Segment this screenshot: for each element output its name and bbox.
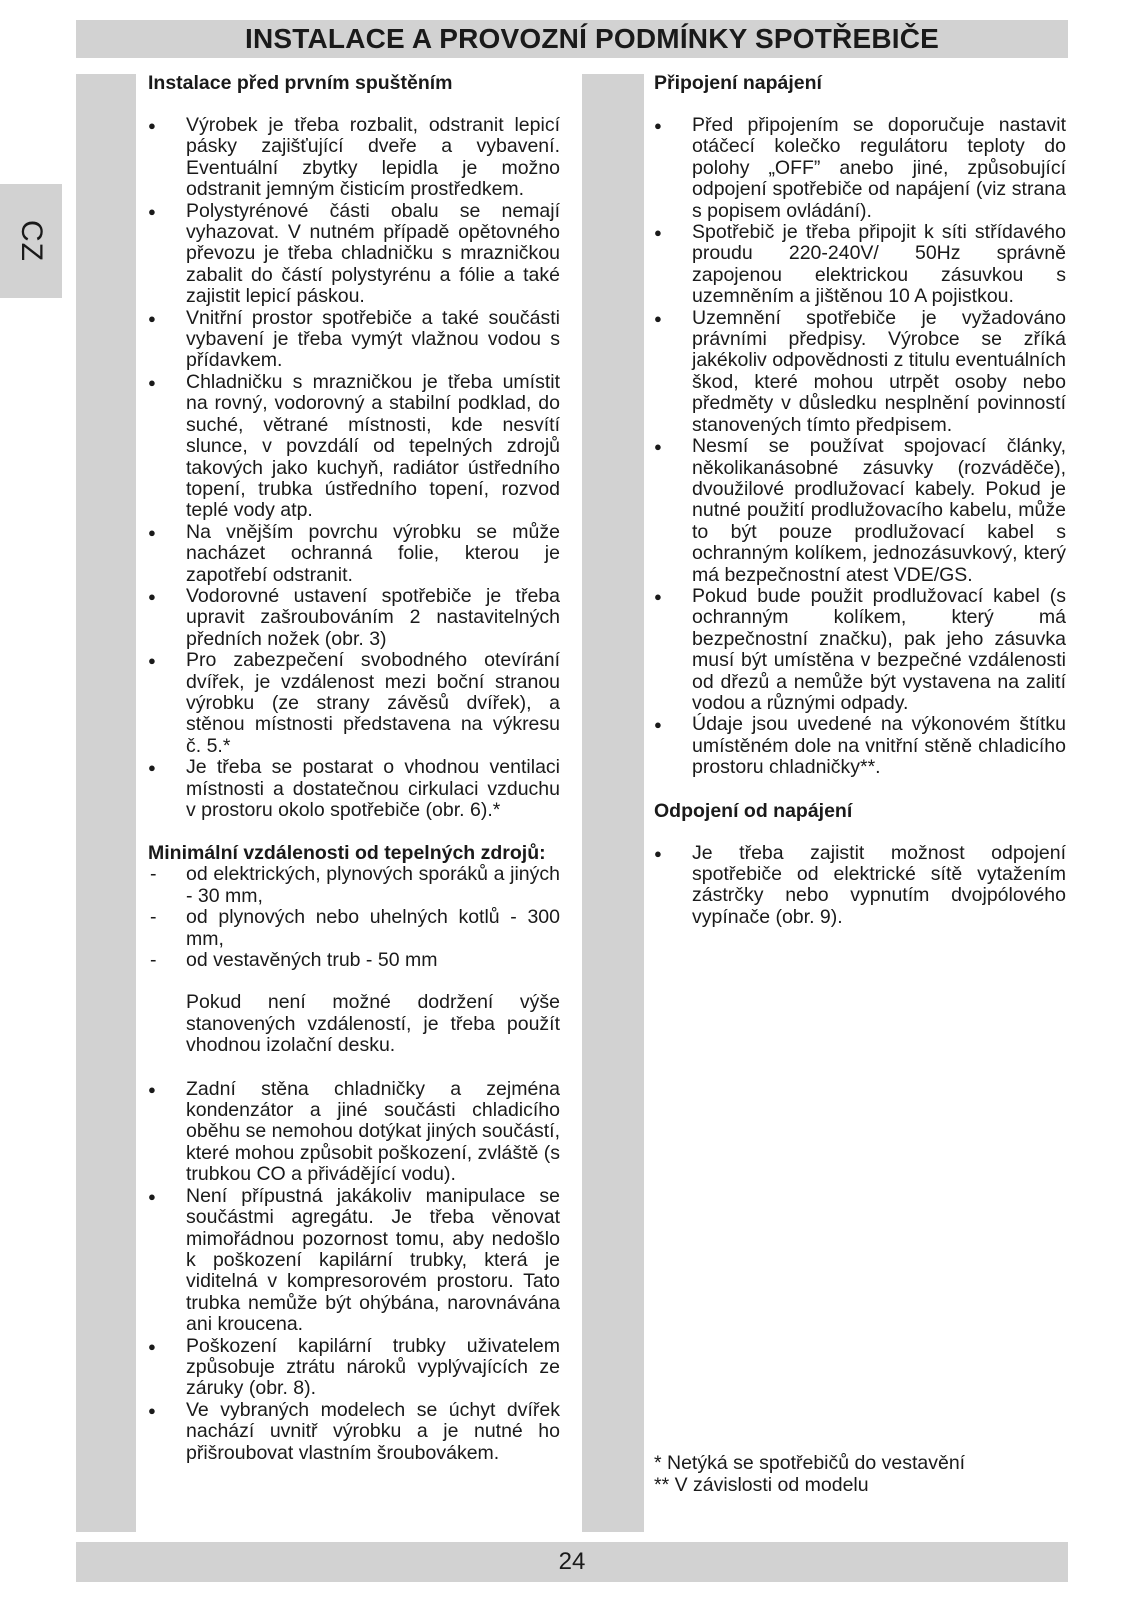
disconnect-heading: Odpojení od napájení xyxy=(654,799,853,822)
install-list-2 xyxy=(148,1079,560,1464)
spacer xyxy=(148,971,560,992)
list-item: ● Chladničku s mrazničkou je třeba umístit na rovný, vodorovný a stabilní podklad, do suché, větrané místnosti, kde nesvítí slunce, v povzdálí od tepelných zdrojů takových jako kuchyň, radiátor ústředního topení, trubka ústředního topení, rozvod teplé vody atp. xyxy=(148,372,560,522)
list-item: ● Údaje jsou uvedené na výkonovém štítku umístěném dole na vnitřní stěně chladicího prostoru chladničky**. xyxy=(654,714,1066,778)
disconnect-list xyxy=(654,843,1066,929)
title-bar xyxy=(76,20,1068,58)
list-item: ● Zadní stěna chladničky a zejména kondenzátor a jiné součásti chladicího oběhu se nemohou dotýkat jiných součástí, které mohou způsobit poškození, zvláště (s trubkou CO a přivádějící vodu). xyxy=(148,1079,560,1186)
list-item: ● Polystyrénové části obalu se nemají vyhazovat. V nutném případě opětovného převozu je třeba chladničku s mrazničkou zabalit do částí polystyrénu a fólie a také zajistit lepicí páskou. xyxy=(148,201,560,308)
spacer xyxy=(148,94,560,115)
list-item: ● Je třeba zajistit možnost odpojení spotřebiče od elektrické sítě vytažením zástrčky nebo vypnutím dvojpólového vypínače (obr. 9). xyxy=(654,843,1066,929)
footnote: * Netýká se spotřebičů do vestavění xyxy=(654,1452,966,1474)
list-item: - od plynových nebo uhelných kotlů - 300 mm, xyxy=(148,907,560,950)
language-tab xyxy=(0,184,62,298)
left-column xyxy=(148,72,560,1464)
list-item: ● Výrobek je třeba rozbalit, odstranit lepicí pásky zajišťující dveře a vybavení. Eventuální zbytky lepidla je možno odstranit jemným čisticím prostředkem. xyxy=(148,115,560,201)
list-item: ● Pokud bude použit prodlužovací kabel (s ochranným kolíkem, který má bezpečnostní značku), pak jeho zásuvka musí být umístěna v bezpečné vzdálenosti od dřezů a nemůže být vystavena na zalití vodou a různými odpady. xyxy=(654,586,1066,714)
page-number-bar xyxy=(76,1542,1068,1582)
power-list xyxy=(654,115,1066,779)
footnotes xyxy=(654,1452,1066,1496)
page-number: 24 xyxy=(558,1548,586,1575)
right-column xyxy=(654,72,1066,928)
install-heading: Instalace před prvním spuštěním xyxy=(148,72,453,94)
install-list xyxy=(148,115,560,821)
list-item: ● Poškození kapilární trubky uživatelem způsobuje ztrátu nároků vyplývajících ze záruky (obr. 8). xyxy=(148,1336,560,1400)
distances-note: Pokud není možné dodržení výše stanovených vzdáleností, je třeba použít vhodnou izolační desku. xyxy=(186,991,560,1057)
list-item: ● Před připojením se doporučuje nastavit otáčecí kolečko regulátoru teploty do polohy „OFF” anebo jiné, způsobující odpojení spotřebiče od napájení (viz strana s popisem ovládání). xyxy=(654,115,1066,222)
list-item: ● Spotřebič je třeba připojit k síti střídavého proudu 220-240V/ 50Hz správně zapojenou elektrickou zásuvkou s uzemněním a jištěnou 10 A pojistkou. xyxy=(654,222,1066,308)
list-item: ● Pro zabezpečení svobodného otevírání dvířek, je vzdálenost mezi boční stranou výrobku (ze strany závěsů dvířek), a stěnou místnosti představena na výkresu č. 5.* xyxy=(148,650,560,757)
language-label: CZ xyxy=(15,220,48,262)
spacer xyxy=(654,822,1066,843)
spacer xyxy=(148,821,560,842)
list-item: ● Uzemnění spotřebiče je vyžadováno právními předpisy. Výrobce se zříká jakékoliv odpovědnosti z titulu eventuálních škod, které mohou utrpět osoby nebo předměty v důsledku nesplnění povinností stanovených tímto předpisem. xyxy=(654,308,1066,436)
list-item: ● Není přípustná jakákoliv manipulace se součástmi agregátu. Je třeba věnovat mimořádnou pozornost tomu, aby nedošlo k poškození kapilární trubky, která je viditelná v kompresorovém prostoru. Tato trubka nemůže být ohýbána, narovnávána ani kroucena. xyxy=(148,1186,560,1336)
list-item: ● Ve vybraných modelech se úchyt dvířek nachází uvnitř výrobku a je nutné ho přišroubovat vlastním šroubovákem. xyxy=(148,1400,560,1464)
page-title: INSTALACE A PROVOZNÍ PODMÍNKY SPOTŘEBIČE xyxy=(244,23,940,54)
spacer xyxy=(654,94,1066,115)
list-item: ● Na vnějším povrchu výrobku se může nacházet ochranná folie, kterou je zapotřebí odstranit. xyxy=(148,522,560,586)
list-item: ● Vodorovné ustavení spotřebiče je třeba upravit zašroubováním 2 nastavitelných předních nožek (obr. 3) xyxy=(148,586,560,650)
distances-heading: Minimální vzdálenosti od tepelných zdrojů: xyxy=(148,842,546,865)
left-margin-stripe xyxy=(76,74,136,1532)
list-item: ● Je třeba se postarat o vhodnou ventilaci místnosti a dostatečnou cirkulaci vzduchu v prostoru okolo spotřebiče (obr. 6).* xyxy=(148,757,560,821)
list-item: ● Vnitřní prostor spotřebiče a také součásti vybavení je třeba vymýt vlažnou vodou s přídavkem. xyxy=(148,308,560,372)
list-item: - od elektrických, plynových sporáků a jiných - 30 mm, xyxy=(148,864,560,907)
list-item: - od vestavěných trub - 50 mm xyxy=(148,950,560,971)
distances-list xyxy=(148,864,560,971)
list-item: ● Nesmí se používat spojovací články, několikanásobné zásuvky (rozváděče), dvoužilové prodlužovací kabely. Pokud je nutné použití prodlužovacího kabelu, může to být pouze prodlužovací kabel s ochranným kolíkem, jednozásuvkový, který má bezpečnostní atest VDE/GS. xyxy=(654,436,1066,586)
spacer xyxy=(148,1057,560,1079)
right-margin-stripe xyxy=(582,74,644,1532)
power-heading: Připojení napájení xyxy=(654,72,822,94)
spacer xyxy=(654,779,1066,800)
footnote: ** V závislosti od modelu xyxy=(654,1474,869,1496)
